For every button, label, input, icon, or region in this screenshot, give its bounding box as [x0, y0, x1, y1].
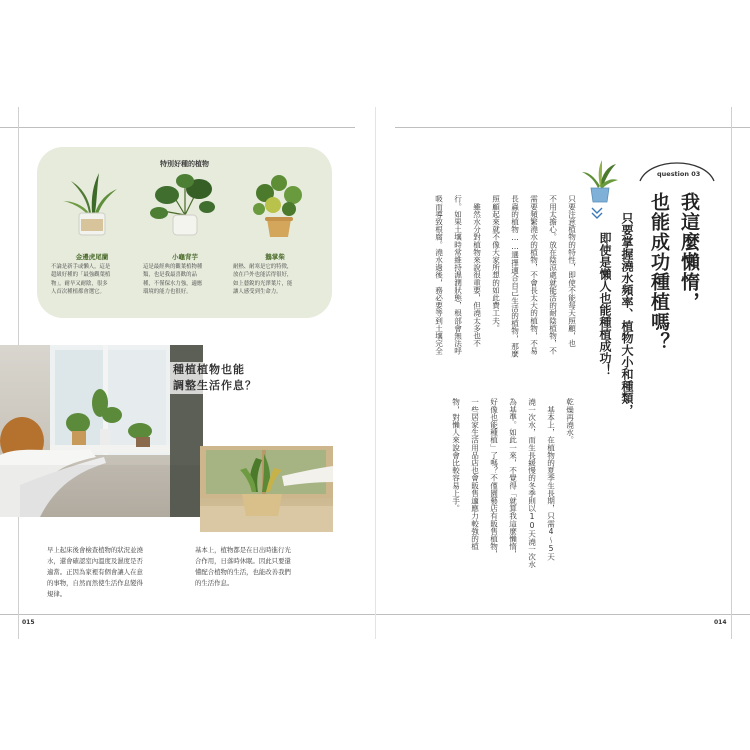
body-top-col: 需要頻繁澆水的植物，不會長太大的植物，不易 [529, 195, 539, 355]
plant-desc-2-line: 這是最經典的觀葉植物種 [143, 264, 203, 270]
plants-card [37, 147, 332, 318]
left-paragraph-2-line: 的生活作息。 [195, 579, 234, 587]
snake-plant-illustration [59, 169, 125, 239]
body-top-col: 照顧起來就不像大家所想的如此費工夫。 [491, 195, 501, 332]
plant-desc-2 [143, 263, 227, 297]
body-bottom-block [440, 398, 580, 613]
monstera-illustration [145, 171, 223, 237]
body-top-col: 雖然水分對植物來說很重要，但澆太多也不 [472, 195, 482, 347]
photo-potted-plant-image [200, 446, 333, 532]
body-top-col: 行。如果土壤時常維持濕潤狀態，根部會無法呼 [453, 195, 463, 355]
left-paragraph-1-line: 適當。正因為家裡有個會讓人在意 [47, 568, 143, 576]
plant-desc-1-line: 人首次種植都會選它。 [51, 289, 105, 296]
plant-desc-2-line: 環境的能力也很好。 [143, 289, 192, 296]
question-label: question 03 [657, 170, 701, 178]
left-paragraph-1-line: 規律。 [47, 590, 67, 598]
photo-caption-line-1: 種植植物也能 [170, 362, 248, 378]
plant-desc-3-line: 如上藝銳的光澤葉片，能 [233, 280, 293, 287]
body-bottom-col: 一些居家生活用品店也會販售適應力較強的植 [470, 398, 480, 550]
plant-desc-2-line: 類，也是我最喜歡的品 [143, 272, 197, 279]
left-paragraph-2 [195, 545, 335, 589]
plant-desc-1-line: 不論是新手或懶人，這是 [51, 264, 111, 270]
plant-desc-1-line: 物」，耐旱又耐陰，很多 [51, 280, 108, 287]
title-column-1: 我這麼懶惰， [678, 192, 700, 312]
plant-desc-3-line: 讓人感受到生命力。 [233, 289, 282, 296]
title-column-2: 也能成功種植嗎？ [648, 192, 670, 352]
body-bottom-col: 物，對懶人來說會比較容易上手。 [451, 398, 461, 512]
plant-name-1: 金邊虎尾蘭 [75, 253, 109, 261]
plant-name-2: 小龜背芋 [172, 253, 198, 261]
body-top-col: 長蟲的植物……選擇適合自己生活的植物，那麼 [510, 195, 520, 358]
body-bottom-col: 為基準。如此一來，不覺得「就算我這麼懶惰， [508, 398, 518, 558]
question-arc-icon [636, 153, 718, 183]
plant-desc-3 [233, 263, 317, 297]
body-bottom-col: 好像也能種植」了嗎？不僅園藝店有販售植物， [489, 398, 499, 558]
left-paragraph-2-line: 基本上，植物都是在日出時進行光 [195, 546, 291, 554]
body-bottom-col: 基本上，在植物的夏季生長期，只需4～5天 [546, 398, 556, 561]
photo-potted-plant [200, 446, 333, 532]
left-paragraph-1 [47, 545, 187, 600]
left-paragraph-2-line: 懂配合植物的生活，也能改善我們 [195, 568, 291, 576]
left-paragraph-1-line: 水，還會確認室內溫度及濕度是否 [47, 557, 143, 565]
schefflera-illustration [243, 171, 315, 241]
plant-desc-1 [51, 263, 135, 297]
left-paragraph-2-line: 合作用，日落時休眠。因此只要還 [195, 557, 291, 565]
photo-caption-line-2: 調整生活作息？ [170, 378, 260, 394]
plant-desc-2-line: 種，不僅保水力強，適應 [143, 280, 203, 287]
plant-desc-1-line: 超級好種的「最強觀葉植 [51, 272, 111, 279]
left-paragraph-1-line: 早上起床後會檢查植物的狀況並澆 [47, 546, 143, 554]
card-title: 特別好種的植物 [160, 160, 209, 168]
body-top-col: 只要注意植物的特性，即使不能每天照顧，也 [567, 195, 577, 347]
body-top-block [428, 195, 578, 395]
page-number-right: 014 [714, 619, 727, 626]
subtitle-column-2: 即使是懶人也能種植成功！ [598, 232, 612, 376]
plant-name-3: 鵝掌柴 [265, 253, 285, 261]
plant-desc-3-line: 放在戶外也能活得很好， [233, 272, 293, 279]
top-rule-left [0, 127, 355, 128]
chevron-down-icon [590, 206, 604, 220]
top-rule-right [395, 127, 750, 128]
photo-caption [170, 362, 260, 394]
right-edge [731, 107, 732, 639]
plant-desc-3-line: 耐熱、耐寒是它的特徵， [233, 264, 293, 270]
subtitle-column-1: 只要掌握澆水頻率、植物大小和種類， [620, 212, 634, 416]
potted-plant-icon [580, 156, 620, 204]
gutter-line [375, 107, 376, 639]
body-bottom-col: 澆一次水，而生長緩慢的冬季則以10天澆一次水 [527, 398, 537, 568]
body-bottom-col: 乾燥再澆水。 [565, 398, 575, 444]
body-top-col: 不用太擔心。放在陰涼處就能活的耐陰植物，不 [548, 195, 558, 355]
page-number-left: 015 [22, 619, 35, 626]
body-top-col: 吸而導致根腐。澆水過後，務必要等到土壤完全 [434, 195, 444, 355]
left-paragraph-1-line: 的事物，自然而然使生活作息變得 [47, 579, 143, 587]
